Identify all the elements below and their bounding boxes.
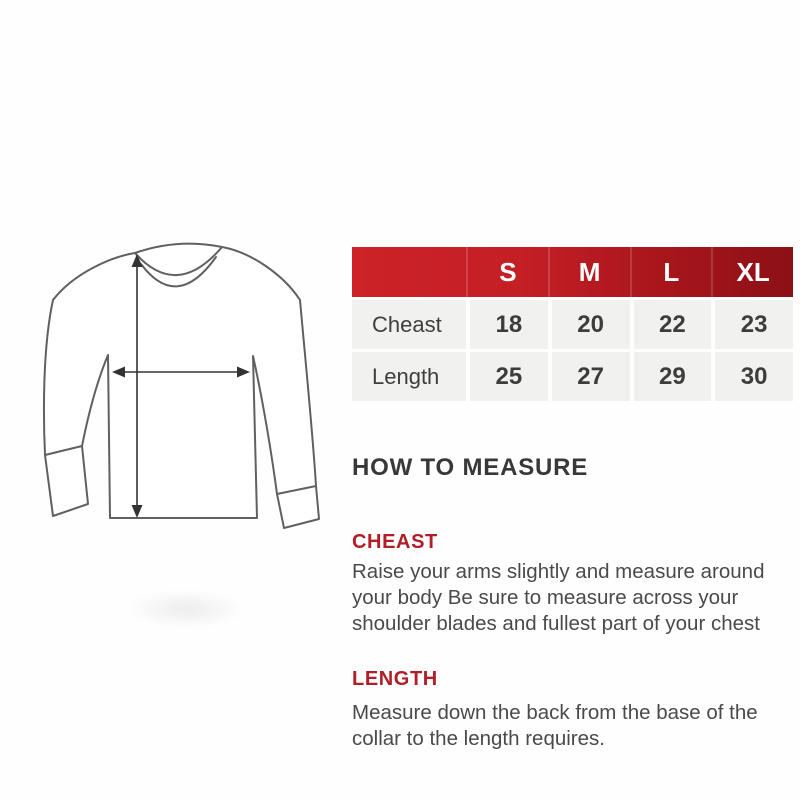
size-table-header-row xyxy=(352,247,793,297)
table-row-chest xyxy=(352,300,793,349)
row-label-length: Length xyxy=(352,352,466,401)
chest-value-m: 20 xyxy=(552,300,630,349)
chest-value-s: 18 xyxy=(470,300,548,349)
length-value-m: 27 xyxy=(552,352,630,401)
size-column-header-xl: XL xyxy=(711,247,793,297)
shirt-outline-drawing xyxy=(25,236,330,536)
table-row-length xyxy=(352,352,793,401)
chest-value-xl: 23 xyxy=(715,300,793,349)
length-text-line-2: collar to the length requires. xyxy=(352,727,605,750)
chest-section-text xyxy=(352,559,800,637)
size-table-corner-cell xyxy=(352,247,466,297)
shirt-measurement-figure xyxy=(25,236,330,536)
size-column-header-l: L xyxy=(630,247,712,297)
length-section-heading: LENGTH xyxy=(352,668,438,690)
chest-value-l: 22 xyxy=(634,300,712,349)
length-value-s: 25 xyxy=(470,352,548,401)
length-value-l: 29 xyxy=(634,352,712,401)
chest-text-line-2: your body Be sure to measure across your xyxy=(352,586,739,609)
size-column-header-m: M xyxy=(548,247,630,297)
faint-watermark xyxy=(126,590,246,628)
length-value-xl: 30 xyxy=(715,352,793,401)
chest-text-line-3: shoulder blades and fullest part of your chest xyxy=(352,612,760,635)
how-to-measure-title: HOW TO MEASURE xyxy=(352,454,589,481)
length-text-line-1: Measure down the back from the base of the xyxy=(352,701,758,724)
length-section-text xyxy=(352,700,800,752)
row-label-chest: Cheast xyxy=(352,300,466,349)
size-table xyxy=(352,247,793,404)
chest-section-heading: CHEAST xyxy=(352,531,438,553)
chest-text-line-1: Raise your arms slightly and measure around xyxy=(352,560,765,583)
size-column-header-s: S xyxy=(466,247,548,297)
